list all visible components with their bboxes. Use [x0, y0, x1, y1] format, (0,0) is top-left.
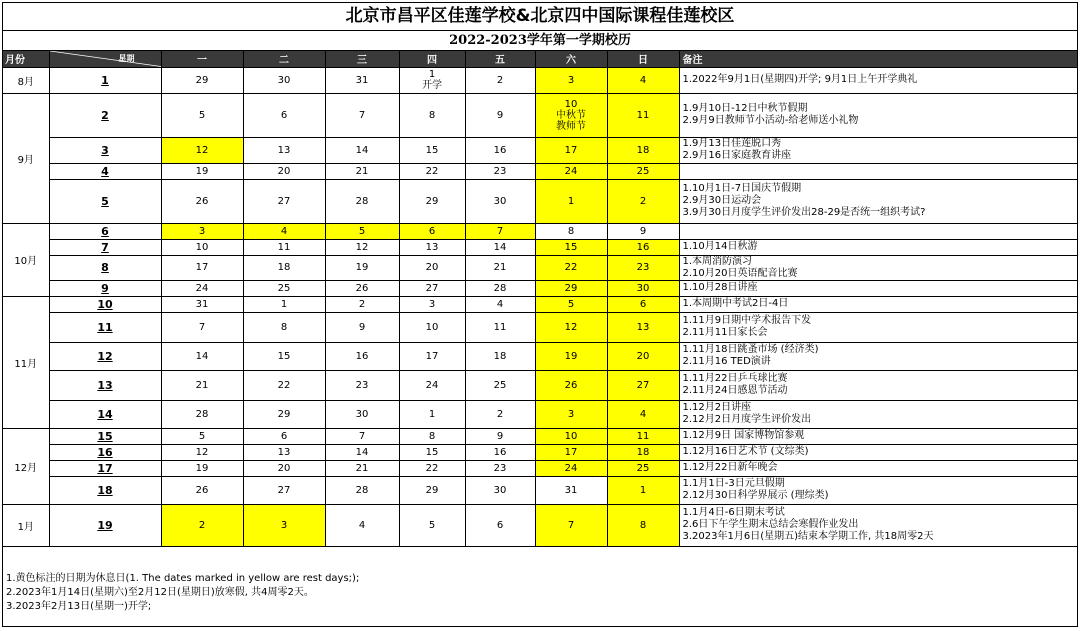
note-line: 2.12月2日月度学生评价发出 [682, 414, 812, 425]
day-cell-wed: 14 [325, 137, 399, 163]
note-cell [679, 476, 1077, 504]
note-line: 1.2022年9月1日(星期四)开学; 9月1日上午开学典礼 [682, 74, 918, 85]
note-line: 1.12月2日讲座 [682, 402, 752, 413]
calendar-sheet [2, 2, 1078, 627]
day-cell-sat: 17 [535, 137, 607, 163]
day-cell-fri: 7 [465, 223, 535, 239]
note-line: 1.9月10日-12日中秋节假期 [682, 103, 808, 114]
day-cell-tue: 15 [243, 342, 325, 370]
table-row [3, 296, 1077, 312]
month-label: 11月 [3, 296, 49, 428]
day-cell-thu: 5 [399, 504, 465, 546]
day-cell-sat: 3 [535, 67, 607, 93]
footer-notes [3, 572, 1080, 614]
day-cell-tue: 4 [243, 223, 325, 239]
header-sun: 日 [607, 51, 679, 67]
footer-note: 3.2023年2月13日(星期一)开学; [6, 601, 152, 612]
day-cell-wed: 5 [325, 223, 399, 239]
week-number: 15 [49, 428, 161, 444]
day-cell-sun: 1 [607, 476, 679, 504]
note-line: 2.11月24日感恩节活动 [682, 385, 788, 396]
day-cell-sun: 11 [607, 93, 679, 137]
day-cell-tue: 18 [243, 255, 325, 280]
note-line: 1.11月9日期中学术报告下发 [682, 315, 812, 326]
day-cell-sat: 24 [535, 163, 607, 179]
note-line: 1.本周期中考试2日-4日 [682, 298, 789, 309]
day-cell-wed: 28 [325, 476, 399, 504]
day-cell-wed: 14 [325, 444, 399, 460]
day-cell-mon: 29 [161, 67, 243, 93]
day-cell-tue: 1 [243, 296, 325, 312]
day-cell-fri: 23 [465, 460, 535, 476]
table-row [3, 163, 1077, 179]
table-row [3, 239, 1077, 255]
day-cell-fri: 16 [465, 137, 535, 163]
note-cell [679, 504, 1077, 546]
header-month: 月份 [3, 51, 49, 67]
day-cell-wed: 19 [325, 255, 399, 280]
header-wed: 三 [325, 51, 399, 67]
note-line: 2.6日下午学生期末总结会寒假作业发出 [682, 519, 859, 530]
day-cell-sun: 8 [607, 504, 679, 546]
week-number: 1 [49, 67, 161, 93]
month-label: 1月 [3, 504, 49, 546]
week-number: 4 [49, 163, 161, 179]
day-cell-sat: 31 [535, 476, 607, 504]
day-cell-thu: 1 开学 [399, 67, 465, 93]
day-cell-sat: 5 [535, 296, 607, 312]
day-cell-tue: 13 [243, 137, 325, 163]
day-cell-thu: 15 [399, 137, 465, 163]
day-cell-sun: 4 [607, 67, 679, 93]
table-row [3, 342, 1077, 370]
day-cell-wed: 4 [325, 504, 399, 546]
day-cell-sun: 13 [607, 312, 679, 342]
day-cell-thu: 6 [399, 223, 465, 239]
month-label: 10月 [3, 223, 49, 296]
header-mon: 一 [161, 51, 243, 67]
day-cell-mon: 19 [161, 163, 243, 179]
day-cell-sat: 17 [535, 444, 607, 460]
note-cell [679, 93, 1077, 137]
week-number: 8 [49, 255, 161, 280]
day-cell-wed: 12 [325, 239, 399, 255]
note-line: 2.10月20日英语配音比赛 [682, 267, 798, 279]
day-cell-sun: 23 [607, 255, 679, 280]
day-cell-wed: 16 [325, 342, 399, 370]
day-cell-mon: 12 [161, 444, 243, 460]
day-cell-mon: 17 [161, 255, 243, 280]
day-cell-tue: 3 [243, 504, 325, 546]
week-number: 18 [49, 476, 161, 504]
day-cell-fri: 30 [465, 179, 535, 223]
note-line: 1.本周消防演习 [682, 255, 753, 267]
note-cell [679, 444, 1077, 460]
page-title: 北京市昌平区佳莲学校&北京四中国际课程佳莲校区 [3, 3, 1077, 31]
day-cell-mon: 31 [161, 296, 243, 312]
week-number: 19 [49, 504, 161, 546]
day-cell-fri: 4 [465, 296, 535, 312]
note-line: 2.11月16 TED演讲 [682, 356, 771, 367]
day-cell-tue: 30 [243, 67, 325, 93]
day-cell-sat: 3 [535, 400, 607, 428]
note-cell [679, 223, 1077, 239]
day-cell-mon: 3 [161, 223, 243, 239]
note-line: 1.10月1日-7日国庆节假期 [682, 183, 802, 194]
day-cell-sat: 15 [535, 239, 607, 255]
note-line: 3.2023年1月6日(星期五)结束本学期工作, 共18周零2天 [682, 531, 934, 542]
day-cell-sat: 7 [535, 504, 607, 546]
note-line: 3.9月30日月度学生评价发出28-29是否统一组织考试? [682, 207, 926, 218]
day-cell-thu: 8 [399, 428, 465, 444]
note-cell [679, 400, 1077, 428]
table-row [3, 370, 1077, 400]
day-cell-fri: 21 [465, 255, 535, 280]
week-number: 2 [49, 93, 161, 137]
note-cell [679, 67, 1077, 93]
note-line: 1.12月9日 国家博物馆参观 [682, 430, 805, 441]
day-cell-wed: 7 [325, 428, 399, 444]
week-number: 9 [49, 280, 161, 296]
week-number: 12 [49, 342, 161, 370]
day-cell-tue: 25 [243, 280, 325, 296]
day-cell-wed: 31 [325, 67, 399, 93]
note-cell [679, 239, 1077, 255]
note-line: 2.12月30日科学界展示 (理综类) [682, 490, 829, 501]
day-cell-fri: 28 [465, 280, 535, 296]
day-cell-sat: 12 [535, 312, 607, 342]
header-thu: 四 [399, 51, 465, 67]
day-cell-mon: 2 [161, 504, 243, 546]
note-cell [679, 280, 1077, 296]
day-cell-mon: 5 [161, 428, 243, 444]
month-label: 8月 [3, 67, 49, 93]
day-cell-thu: 10 [399, 312, 465, 342]
day-cell-fri: 25 [465, 370, 535, 400]
day-cell-mon: 26 [161, 476, 243, 504]
day-cell-thu: 27 [399, 280, 465, 296]
day-cell-mon: 5 [161, 93, 243, 137]
header-note: 备注 [679, 51, 1077, 67]
week-number: 5 [49, 179, 161, 223]
day-cell-mon: 28 [161, 400, 243, 428]
day-cell-sun: 2 [607, 179, 679, 223]
header-week-label: 星期 [118, 54, 135, 63]
note-cell [679, 370, 1077, 400]
day-cell-fri: 6 [465, 504, 535, 546]
day-cell-wed: 9 [325, 312, 399, 342]
day-cell-sun: 9 [607, 223, 679, 239]
day-cell-tue: 27 [243, 476, 325, 504]
day-cell-thu: 29 [399, 179, 465, 223]
day-cell-wed: 28 [325, 179, 399, 223]
day-cell-sun: 16 [607, 239, 679, 255]
table-row [3, 460, 1077, 476]
day-cell-sat: 10 [535, 428, 607, 444]
week-number: 14 [49, 400, 161, 428]
footer-note: 1.黄色标注的日期为休息日(1. The dates marked in yellow are rest days;); [6, 573, 360, 584]
day-cell-sun: 27 [607, 370, 679, 400]
day-cell-wed: 26 [325, 280, 399, 296]
week-number: 3 [49, 137, 161, 163]
calendar-body [3, 67, 1077, 546]
day-cell-sun: 18 [607, 444, 679, 460]
header-sat: 六 [535, 51, 607, 67]
table-row [3, 255, 1077, 280]
day-cell-wed: 21 [325, 460, 399, 476]
day-cell-fri: 9 [465, 428, 535, 444]
day-cell-sun: 25 [607, 460, 679, 476]
day-cell-mon: 12 [161, 137, 243, 163]
day-cell-sat: 1 [535, 179, 607, 223]
week-number: 10 [49, 296, 161, 312]
note-line: 2.9月16日家庭教育讲座 [682, 150, 792, 161]
note-line: 1.11月22日乒乓球比赛 [682, 373, 788, 384]
day-cell-sat: 8 [535, 223, 607, 239]
day-cell-tue: 11 [243, 239, 325, 255]
header-fri: 五 [465, 51, 535, 67]
day-cell-sat: 24 [535, 460, 607, 476]
day-cell-thu: 3 [399, 296, 465, 312]
day-cell-mon: 7 [161, 312, 243, 342]
day-cell-thu: 22 [399, 163, 465, 179]
day-cell-wed: 21 [325, 163, 399, 179]
day-cell-sat: 29 [535, 280, 607, 296]
note-cell [679, 296, 1077, 312]
day-cell-wed: 30 [325, 400, 399, 428]
note-cell [679, 460, 1077, 476]
note-cell [679, 255, 1077, 280]
table-row [3, 476, 1077, 504]
day-cell-tue: 20 [243, 163, 325, 179]
day-cell-sun: 6 [607, 296, 679, 312]
day-cell-sun: 30 [607, 280, 679, 296]
table-row [3, 504, 1077, 546]
note-line: 1.12月16日艺术节 (文综类) [682, 446, 809, 457]
day-cell-mon: 19 [161, 460, 243, 476]
day-cell-fri: 9 [465, 93, 535, 137]
table-row [3, 179, 1077, 223]
footer-note: 2.2023年1月14日(星期六)至2月12日(星期日)放寒假, 共4周零2天。 [6, 587, 314, 598]
note-line: 2.9月30日运动会 [682, 195, 762, 206]
day-cell-fri: 2 [465, 400, 535, 428]
month-label: 12月 [3, 428, 49, 504]
day-cell-thu: 29 [399, 476, 465, 504]
day-cell-fri: 2 [465, 67, 535, 93]
note-cell [679, 342, 1077, 370]
day-cell-fri: 23 [465, 163, 535, 179]
day-cell-tue: 8 [243, 312, 325, 342]
day-cell-wed: 2 [325, 296, 399, 312]
table-row [3, 67, 1077, 93]
note-line: 1.10月28日讲座 [682, 282, 758, 293]
day-cell-sun: 11 [607, 428, 679, 444]
day-cell-thu: 17 [399, 342, 465, 370]
day-cell-sat: 19 [535, 342, 607, 370]
day-cell-tue: 29 [243, 400, 325, 428]
day-cell-thu: 8 [399, 93, 465, 137]
table-row [3, 312, 1077, 342]
day-cell-sun: 18 [607, 137, 679, 163]
day-cell-wed: 7 [325, 93, 399, 137]
day-cell-sun: 4 [607, 400, 679, 428]
day-cell-thu: 1 [399, 400, 465, 428]
day-cell-sun: 20 [607, 342, 679, 370]
day-cell-fri: 11 [465, 312, 535, 342]
table-row [3, 400, 1077, 428]
table-row [3, 428, 1077, 444]
week-number: 6 [49, 223, 161, 239]
day-cell-tue: 27 [243, 179, 325, 223]
note-line: 1.1月4日-6日期末考试 [682, 507, 785, 518]
table-row [3, 280, 1077, 296]
note-cell [679, 137, 1077, 163]
header-tue: 二 [243, 51, 325, 67]
calendar-table [3, 51, 1077, 547]
note-cell [679, 312, 1077, 342]
day-cell-tue: 6 [243, 93, 325, 137]
page-subtitle: 2022-2023学年第一学期校历 [3, 31, 1077, 51]
day-cell-sat: 22 [535, 255, 607, 280]
day-cell-mon: 24 [161, 280, 243, 296]
note-line: 2.9月9日教师节小活动-给老师送小礼物 [682, 115, 859, 126]
day-cell-mon: 14 [161, 342, 243, 370]
week-number: 17 [49, 460, 161, 476]
note-cell [679, 179, 1077, 223]
note-line: 1.12月22日新年晚会 [682, 462, 778, 473]
day-cell-fri: 14 [465, 239, 535, 255]
note-line: 2.11月11日家长会 [682, 327, 768, 338]
note-line: 1.1月1日-3日元旦假期 [682, 478, 785, 489]
day-cell-thu: 22 [399, 460, 465, 476]
note-cell [679, 428, 1077, 444]
week-number: 11 [49, 312, 161, 342]
day-cell-thu: 15 [399, 444, 465, 460]
day-cell-tue: 6 [243, 428, 325, 444]
day-cell-mon: 26 [161, 179, 243, 223]
table-row [3, 444, 1077, 460]
day-cell-fri: 16 [465, 444, 535, 460]
day-cell-tue: 13 [243, 444, 325, 460]
day-cell-tue: 20 [243, 460, 325, 476]
note-line: 1.9月13日佳莲脱口秀 [682, 138, 782, 149]
table-row [3, 93, 1077, 137]
day-cell-thu: 13 [399, 239, 465, 255]
table-row [3, 223, 1077, 239]
note-cell [679, 163, 1077, 179]
week-number: 13 [49, 370, 161, 400]
day-cell-sat: 10 中秋节 教师节 [535, 93, 607, 137]
day-cell-fri: 30 [465, 476, 535, 504]
note-line: 1.11月18日跳蚤市场 (经济类) [682, 344, 819, 355]
day-cell-tue: 22 [243, 370, 325, 400]
day-cell-mon: 10 [161, 239, 243, 255]
week-number: 7 [49, 239, 161, 255]
day-cell-sun: 25 [607, 163, 679, 179]
day-cell-thu: 20 [399, 255, 465, 280]
day-cell-fri: 18 [465, 342, 535, 370]
day-cell-sat: 26 [535, 370, 607, 400]
header-week [49, 51, 161, 67]
table-row [3, 137, 1077, 163]
note-line: 1.10月14日秋游 [682, 241, 758, 252]
month-label: 9月 [3, 93, 49, 223]
day-cell-thu: 24 [399, 370, 465, 400]
day-cell-mon: 21 [161, 370, 243, 400]
day-cell-wed: 23 [325, 370, 399, 400]
week-number: 16 [49, 444, 161, 460]
